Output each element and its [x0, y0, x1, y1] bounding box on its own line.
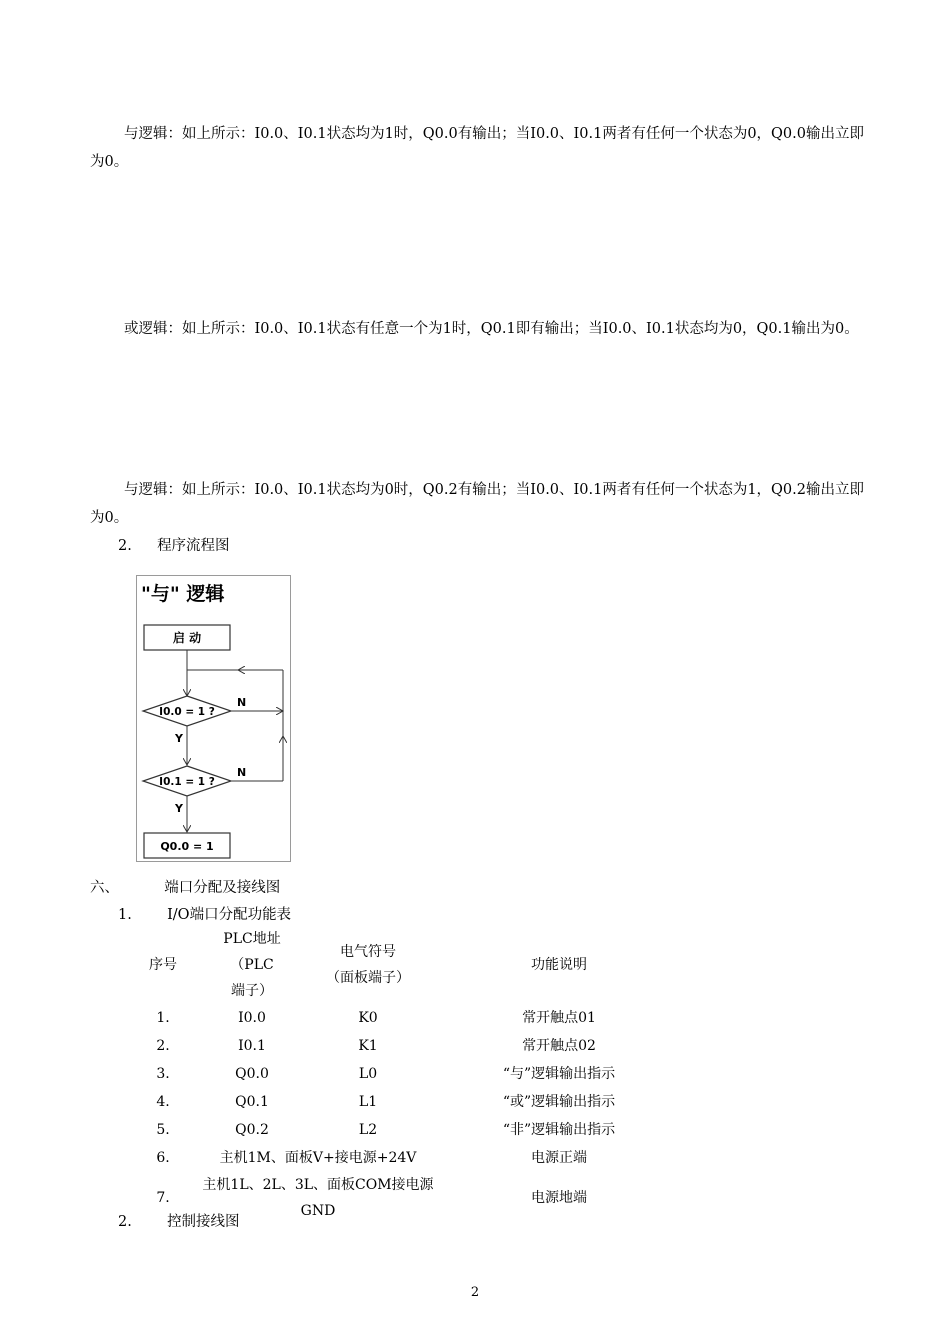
cell-elec: L1 — [358, 1094, 378, 1110]
paragraph-or-logic — [90, 315, 865, 343]
heading-number: 1. — [118, 907, 132, 923]
cell-func: 常开触点02 — [522, 1038, 596, 1054]
paragraph-text: 或逻辑：如上所示：I0.0、I0.1状态有任意一个为1时，Q0.1即有输出；当I0.0、I0.1状态均为0，Q0.1输出为0。 — [124, 321, 859, 337]
cell-seq: 1. — [156, 1010, 170, 1026]
table-row — [124, 1004, 684, 1032]
cell-seq: 2. — [156, 1038, 170, 1054]
header-func: 功能说明 — [531, 957, 587, 973]
table-row — [124, 1032, 684, 1060]
end-label: Q0.0 = 1 — [160, 840, 214, 853]
table-row — [124, 1060, 684, 1088]
cell-seq: 3. — [156, 1066, 170, 1082]
start-label: 启 动 — [172, 631, 202, 645]
table-row — [124, 1116, 684, 1144]
flowchart-svg — [137, 576, 290, 861]
decision-1-label: I0.0 = 1 ? — [159, 706, 215, 718]
cell-plc: Q0.1 — [235, 1094, 269, 1110]
decision-2-label: I0.1 = 1 ? — [159, 776, 215, 788]
heading-number: 2. — [118, 1214, 132, 1230]
cell-plc: I0.1 — [238, 1038, 266, 1054]
cell-seq: 6. — [156, 1150, 170, 1166]
cell-func: “非”逻辑输出指示 — [502, 1122, 616, 1138]
cell-elec: L0 — [358, 1066, 378, 1082]
paragraph-not-logic — [90, 476, 865, 532]
table-row — [124, 1088, 684, 1116]
cell-elec: K0 — [358, 1010, 378, 1026]
heading-flowchart — [118, 534, 230, 555]
heading-io-table — [118, 903, 291, 924]
paragraph-and-logic — [90, 120, 865, 176]
header-plc-line1: PLC地址（PLC — [223, 931, 281, 973]
cell-elec: L2 — [358, 1122, 378, 1138]
cell-elec: K1 — [358, 1038, 378, 1054]
cell-plc: Q0.0 — [235, 1066, 269, 1082]
cell-func: 电源地端 — [531, 1190, 587, 1206]
cell-seq: 4. — [156, 1094, 170, 1110]
cell-plc-elec-line2: GND — [300, 1203, 336, 1219]
heading-title: 控制接线图 — [167, 1214, 240, 1230]
page-number: 2 — [470, 1285, 480, 1300]
heading-number: 2. — [118, 538, 132, 554]
no-label-1: N — [237, 696, 247, 709]
cell-func: “或”逻辑输出指示 — [502, 1094, 616, 1110]
paragraph-text: 与逻辑：如上所示：I0.0、I0.1状态均为0时，Q0.2有输出；当I0.0、I0.1两者有任何一个状态为1，Q0.2输出立即为0。 — [90, 482, 864, 526]
cell-plc-elec-line1: 主机1L、2L、3L、面板COM接电源 — [202, 1177, 434, 1193]
flowchart-figure — [136, 575, 291, 862]
no-label-2: N — [237, 766, 247, 779]
heading-section-6 — [90, 876, 280, 897]
yes-label-2: Y — [175, 802, 183, 815]
flowchart-title: "与" 逻辑 — [141, 583, 225, 605]
header-plc-line2: 端子） — [231, 983, 273, 999]
header-elec — [302, 926, 434, 1004]
table-header-row — [124, 926, 684, 1004]
header-seq: 序号 — [149, 957, 177, 973]
header-elec-line1: 电气符号 — [340, 944, 396, 960]
header-elec-line2: （面板端子） — [326, 970, 410, 986]
table-row — [124, 1144, 684, 1172]
paragraph-text: 与逻辑：如上所示：I0.0、I0.1状态均为1时，Q0.0有输出；当I0.0、I0.1两者有任何一个状态为0，Q0.0输出立即为0。 — [90, 126, 864, 170]
cell-plc-elec: 主机1M、面板V+接电源+24V — [219, 1150, 417, 1166]
cell-func: 电源正端 — [531, 1150, 587, 1166]
heading-title: 端口分配及接线图 — [164, 880, 281, 896]
header-plc — [202, 926, 302, 1004]
cell-func: 常开触点01 — [522, 1010, 596, 1026]
cell-plc: Q0.2 — [235, 1122, 269, 1138]
io-assignment-table — [124, 926, 684, 1224]
cell-seq: 5. — [156, 1122, 170, 1138]
cell-plc: I0.0 — [238, 1010, 266, 1026]
cell-seq: 7. — [156, 1190, 170, 1206]
cell-func: “与”逻辑输出指示 — [502, 1066, 616, 1082]
heading-wiring — [118, 1210, 240, 1231]
yes-label-1: Y — [175, 732, 183, 745]
heading-title: 程序流程图 — [157, 538, 230, 554]
heading-title: I/O端口分配功能表 — [167, 907, 292, 923]
heading-number: 六、 — [90, 880, 119, 896]
